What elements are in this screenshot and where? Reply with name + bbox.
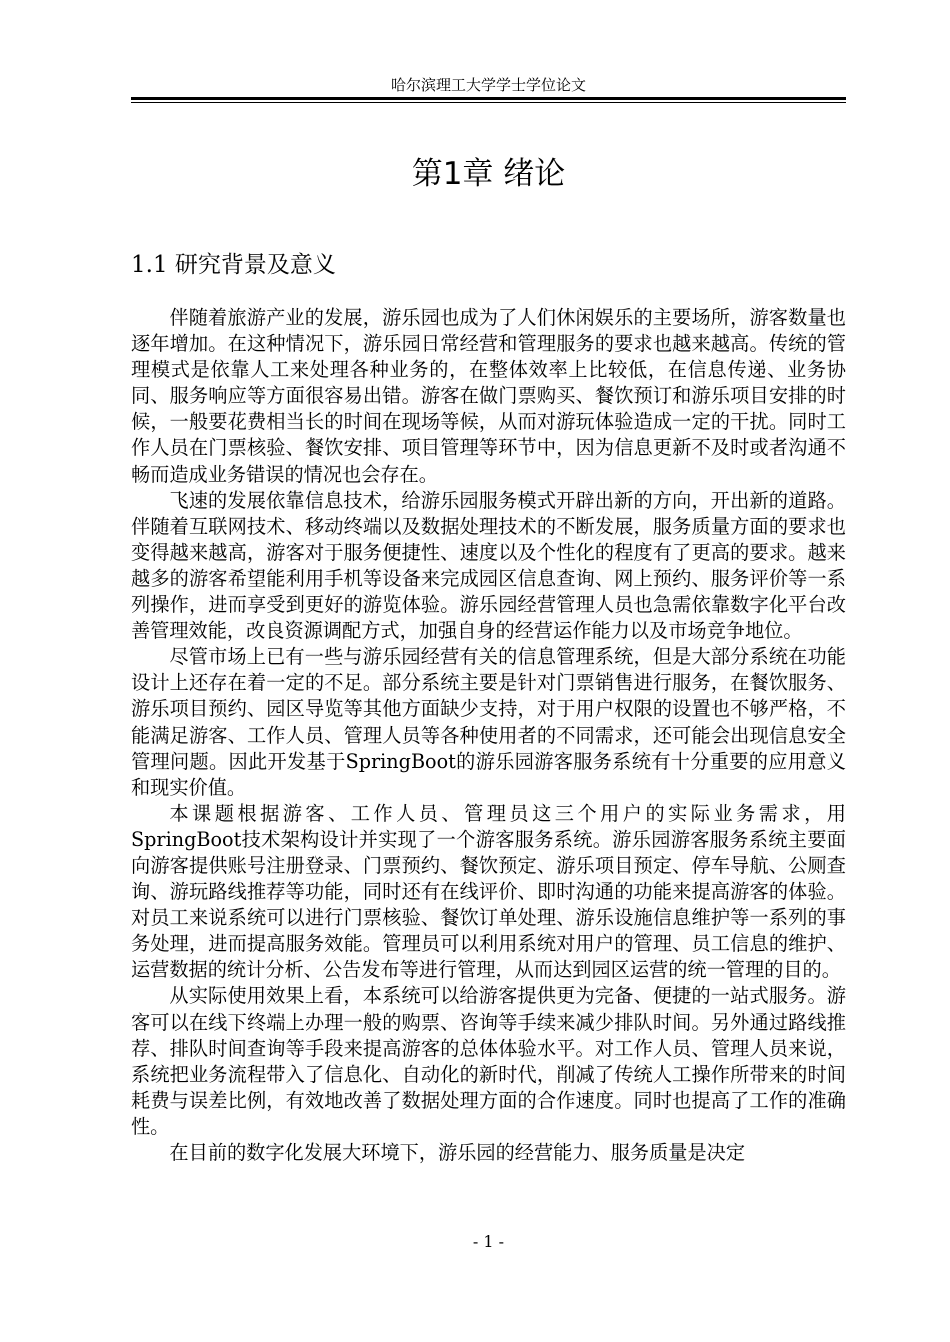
section-heading: 1.1 研究背景及意义 (131, 252, 336, 278)
paragraph-3: 尽管市场上已有一些与游乐园经营有关的信息管理系统，但是大部分系统在功能设计上还存在着一定的不足。部分系统主要是针对门票销售进行服务，在餐饮服务、游乐项目预约、园区导览等其他方面缺少支持，对于用户权限的设置也不够严格，不能满足游客、工作人员、管理人员等各种使用者的不同需求，还可能会出现信息安全管理问题。因此开发基于SpringBoot的游乐园游客服务系统有十分重要的应用意义和现实价值。 (131, 645, 846, 799)
header-rule-thick (131, 97, 846, 100)
page-number: - 1 - (472, 1232, 505, 1251)
paragraph-5: 从实际使用效果上看，本系统可以给游客提供更为完备、便捷的一站式服务。游客可以在线下终端上办理一般的购票、咨询等手续来减少排队时间。另外通过路线推荐、排队时间查询等手段来提高游客的总体体验水平。对工作人员、管理人员来说，系统把业务流程带入了信息化、自动化的新时代，削减了传统人工操作所带来的时间耗费与误差比例，有效地改善了数据处理方面的合作速度。同时也提高了工作的准确性。 (131, 984, 846, 1138)
running-header: 哈尔滨理工大学学士学位论文 (390, 76, 586, 94)
paragraph-4: 本课题根据游客、工作人员、管理员这三个用户的实际业务需求，用SpringBoot技术架构设计并实现了一个游客服务系统。游乐园游客服务系统主要面向游客提供账号注册登录、门票预约、餐饮预定、游乐项目预定、停车导航、公厕查询、游玩路线推荐等功能，同时还有在线评价、即时沟通的功能来提高游客的体验。对员工来说系统可以进行门票核验、餐饮订单处理、游乐设施信息维护等一系列的事务处理，进而提高服务效能。管理员可以利用系统对用户的管理、员工信息的维护、运营数据的统计分析、公告发布等进行管理，从而达到园区运营的统一管理的目的。 (131, 801, 846, 982)
chapter-title: 第1章 绪论 (411, 156, 566, 192)
header-rule-thin (131, 102, 846, 103)
paragraph-1: 伴随着旅游产业的发展，游乐园也成为了人们休闲娱乐的主要场所，游客数量也逐年增加。在这种情况下，游乐园日常经营和管理服务的要求也越来越高。传统的管理模式是依靠人工来处理各种业务的，在整体效率上比较低，在信息传递、业务协同、服务响应等方面很容易出错。游客在做门票购买、餐饮预订和游乐项目安排的时候，一般要花费相当长的时间在现场等候，从而对游玩体验造成一定的干扰。同时工作人员在门票核验、餐饮安排、项目管理等环节中，因为信息更新不及时或者沟通不畅而造成业务错误的情况也会存在。 (131, 306, 846, 486)
paragraph-6: 在目前的数字化发展大环境下，游乐园的经营能力、服务质量是决定 (169, 1141, 746, 1164)
body-text (131, 305, 846, 1166)
paragraph-2: 飞速的发展依靠信息技术，给游乐园服务模式开辟出新的方向，开出新的道路。伴随着互联网技术、移动终端以及数据处理技术的不断发展，服务质量方面的要求也变得越来越高，游客对于服务便捷性、速度以及个性化的程度有了更高的要求。越来越多的游客希望能利用手机等设备来完成园区信息查询、网上预约、服务评价等一系列操作，进而享受到更好的游览体验。游乐园经营管理人员也急需依靠数字化平台改善管理效能，改良资源调配方式，加强自身的经营运作能力以及市场竞争地位。 (131, 488, 846, 643)
